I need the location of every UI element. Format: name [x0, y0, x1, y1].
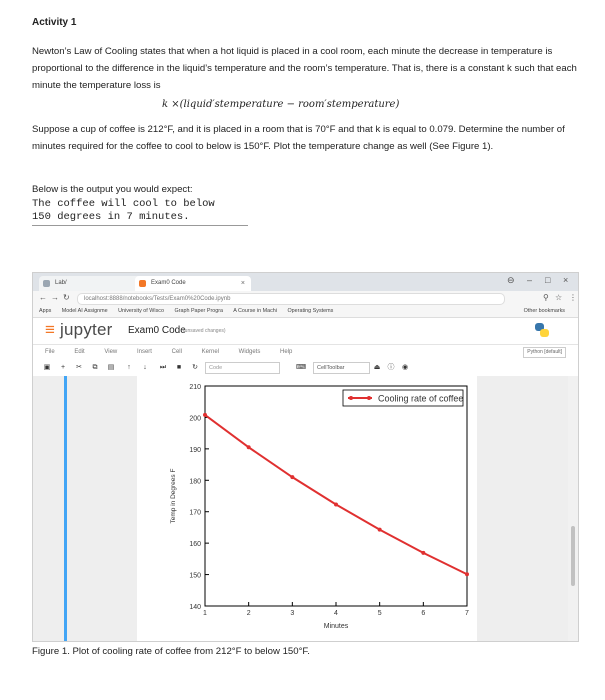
menu-cell[interactable]: Cell	[171, 349, 182, 355]
reload-icon[interactable]: ↻	[63, 293, 70, 302]
tab-exam0-label: Exam0 Code	[151, 280, 186, 286]
bookmark-apps[interactable]: Apps	[39, 308, 52, 314]
menu-kernel[interactable]: Kernel	[201, 349, 219, 355]
cut-icon[interactable]: ✂	[76, 364, 82, 371]
command-palette-icon[interactable]: ⌨	[295, 364, 307, 371]
account-icon[interactable]: ⊖	[507, 275, 515, 285]
move-up-icon[interactable]: ↑	[127, 364, 131, 371]
data-point	[290, 475, 294, 479]
notebook-menubar	[33, 345, 578, 359]
x-tick-label: 7	[465, 610, 469, 617]
y-tick-label: 200	[189, 415, 201, 423]
notebook-scrollbar[interactable]	[568, 376, 578, 641]
menu-help[interactable]: Help	[280, 349, 293, 355]
record-icon[interactable]: ◉	[401, 364, 409, 371]
problem-paragraph: Suppose a cup of coffee is 212°F, and it is placed in a room that is 70°F and that k is equal to 0.079. Determine the number of minutes required for the coffee to cool to below is 150°F. Plot the temperature change as well (See Figure 1).	[32, 124, 565, 152]
data-point	[421, 551, 425, 555]
address-bar-row	[33, 291, 578, 305]
copy-icon[interactable]: ⧉	[92, 364, 98, 371]
y-tick-label: 140	[189, 604, 201, 611]
notebook-area	[33, 376, 578, 641]
jupyter-logo[interactable]	[45, 320, 112, 340]
cooling-formula: k ×(liquid′stemperature − room′stemperature)	[162, 99, 400, 110]
output-cell	[137, 376, 477, 641]
url-input[interactable]: localhost:8888/notebooks/Tests/Exam0%20Code.ipynb	[77, 293, 505, 305]
paste-icon[interactable]: ▤	[107, 364, 115, 371]
data-point	[334, 502, 338, 506]
bookmark-machine-learning[interactable]: A Course in Machi	[233, 308, 277, 314]
kernel-indicator[interactable]: Python [default]	[523, 347, 566, 358]
save-icon[interactable]: ▣	[43, 364, 51, 371]
x-tick-label: 6	[421, 610, 426, 617]
data-point	[465, 572, 469, 576]
bookmark-other[interactable]: Other bookmarks	[523, 308, 565, 314]
menu-widgets[interactable]: Widgets	[238, 349, 261, 355]
tab-bar	[33, 273, 578, 291]
y-tick-label: 150	[189, 572, 201, 580]
bookmark-graph-paper[interactable]: Graph Paper Progra	[174, 308, 224, 314]
y-tick-label: 190	[189, 446, 201, 454]
info-icon[interactable]: ⓘ	[387, 364, 395, 371]
presentation-icon[interactable]: ⏏	[373, 364, 381, 371]
y-axis-label: Temp in Degrees F	[170, 468, 177, 524]
bookmark-university[interactable]: University of Wisco	[118, 308, 164, 314]
x-tick-label: 2	[246, 610, 251, 617]
cooling-chart	[137, 376, 477, 641]
code-line-2: 150 degrees in 7 minutes.	[32, 211, 190, 223]
document-body	[32, 14, 577, 226]
activity-heading: Activity 1	[32, 17, 77, 28]
python-logo-icon	[534, 322, 550, 338]
code-line-1: The coffee will cool to below	[32, 198, 215, 210]
run-icon[interactable]: ⏭	[159, 364, 167, 371]
jupyter-favicon-icon	[139, 280, 146, 287]
legend-marker	[349, 396, 353, 400]
data-point	[247, 445, 251, 449]
move-down-icon[interactable]: ↓	[143, 364, 147, 371]
menu-file[interactable]: File	[45, 349, 55, 355]
y-tick-label: 180	[189, 478, 201, 486]
figure-caption: Figure 1. Plot of cooling rate of coffee from 212°F to below 150°F.	[32, 646, 310, 657]
zoom-icon[interactable]: ⚲	[543, 293, 549, 302]
insert-cell-icon[interactable]: +	[60, 364, 66, 371]
browser-tab-lab[interactable]	[39, 276, 145, 291]
restart-icon[interactable]: ↻	[192, 364, 198, 371]
legend-marker	[367, 396, 371, 400]
intro-paragraph: Newton’s Law of Cooling states that when a hot liquid is placed in a cool room, each minute the decrease in temperature is proportional to the difference in the liquid’s temperature and the room’s temperature. That is, there is a constant k such that each minute the temperature loss is	[32, 46, 577, 91]
plot-frame	[205, 386, 467, 606]
stop-icon[interactable]: ■	[176, 364, 182, 371]
menu-view[interactable]: View	[104, 349, 118, 355]
bookmark-model-ai[interactable]: Model AI Assignme	[61, 308, 108, 314]
star-icon[interactable]: ☆	[555, 293, 563, 302]
close-window-button[interactable]: ×	[563, 275, 569, 285]
x-tick-label: 1	[203, 610, 207, 617]
jupyter-logo-text: jupyter	[60, 320, 113, 339]
data-point	[203, 413, 207, 417]
notebook-name[interactable]: Exam0 Code	[128, 325, 186, 336]
jupyter-logo-mark-icon: ≡	[45, 320, 61, 339]
expected-output-label: Below is the output you would expect:	[32, 184, 193, 195]
y-tick-label: 210	[189, 384, 201, 391]
x-tick-label: 3	[290, 610, 295, 617]
back-icon[interactable]: ←	[39, 293, 47, 302]
cell-type-select[interactable]: Code	[205, 362, 280, 374]
forward-icon[interactable]: →	[51, 293, 59, 302]
jupyter-header	[33, 318, 578, 345]
selected-cell-marker	[64, 376, 67, 641]
series-line	[205, 415, 467, 574]
scrollbar-thumb[interactable]	[571, 526, 575, 586]
browser-tab-exam0[interactable]	[135, 276, 251, 291]
legend-label: Cooling rate of coffee	[378, 393, 464, 404]
save-status: (unsaved changes)	[183, 328, 226, 334]
menu-icon[interactable]: ⋮	[569, 293, 577, 302]
x-tick-label: 5	[377, 610, 382, 617]
x-tick-label: 4	[334, 610, 338, 617]
celltoolbar-select[interactable]: CellToolbar	[313, 362, 370, 374]
folder-icon	[43, 280, 50, 287]
menu-edit[interactable]: Edit	[74, 349, 85, 355]
bookmark-operating-systems[interactable]: Operating Systems	[287, 308, 334, 314]
y-tick-label: 160	[189, 541, 201, 549]
data-point	[378, 528, 382, 532]
browser-screenshot	[32, 272, 579, 642]
expected-output-code	[32, 198, 248, 226]
bookmarks-bar	[33, 305, 578, 318]
maximize-button[interactable]: □	[545, 275, 551, 285]
x-axis-label: Minutes	[323, 623, 349, 630]
close-icon[interactable]: ×	[240, 280, 245, 287]
y-tick-label: 170	[189, 509, 201, 517]
minimize-button[interactable]: –	[527, 275, 533, 285]
menu-insert[interactable]: Insert	[136, 349, 152, 355]
tab-lab-label: Lab/	[55, 280, 67, 286]
